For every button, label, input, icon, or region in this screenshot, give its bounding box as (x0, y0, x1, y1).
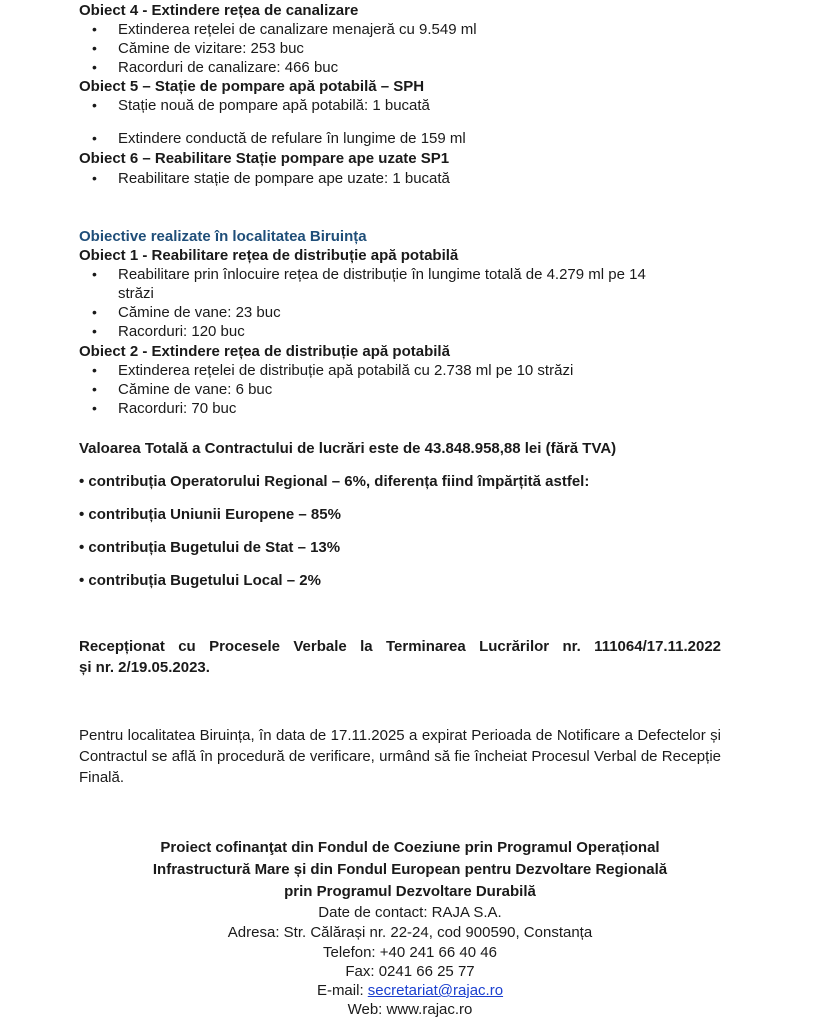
list-item-text: Extinderea rețelei de distribuție apă potabilă cu 2.738 ml pe 10 străzi (118, 362, 574, 379)
bullet-icon: • (92, 97, 97, 113)
list-item (92, 303, 281, 322)
object-1-title: Obiect 1 - Reabilitare rețea de distribuție apă potabilă (79, 247, 459, 264)
list-item (92, 58, 339, 77)
contribution-operator: • contribuția Operatorului Regional – 6%, diferența fiind împărțită astfel: (79, 473, 590, 490)
section-heading-biruinta: Obiective realizate în localitatea Biruința (79, 228, 367, 245)
notice-paragraph: Pentru localitatea Biruința, în data de 17.11.2025 a expirat Perioada de Notificare a Defectelor și Contractul se află în procedură de verificare, urmând să fie încheiat Procesul Verbal de Recepție Finală. (79, 727, 721, 786)
reception-line-1: Recepționat cu Procesele Verbale la Terminarea Lucrărilor nr. 111064/17.11.2022 (79, 638, 721, 655)
list-item (92, 322, 245, 341)
contact-web: Web: www.rajac.ro (347, 1001, 473, 1018)
object-6-title: Obiect 6 – Reabilitare Stație pompare ape uzate SP1 (79, 150, 450, 167)
list-item (92, 399, 237, 418)
contact-address: Adresa: Str. Călărași nr. 22-24, cod 900590, Constanța (227, 924, 593, 941)
bullet-icon: • (92, 381, 97, 397)
list-item-text: Cămine de vane: 23 buc (118, 304, 281, 321)
funding-line-3: prin Programul Dezvoltare Durabilă (284, 883, 536, 900)
contact-phone: Telefon: +40 241 66 40 46 (323, 944, 497, 961)
contribution-state-budget: • contribuția Bugetului de Stat – 13% (79, 539, 341, 556)
list-item (92, 20, 477, 39)
reception-line-2: și nr. 2/19.05.2023. (79, 659, 210, 676)
funding-line-2: Infrastructură Mare și din Fondul European pentru Dezvoltare Regională (152, 861, 668, 878)
funding-line-1: Proiect cofinanţat din Fondul de Coeziune prin Programul Operațional (160, 839, 660, 856)
list-item-text: Racorduri: 120 buc (118, 323, 245, 340)
list-item-text: Extindere conductă de refulare în lungime de 159 ml (118, 130, 466, 147)
footer (0, 837, 820, 1019)
list-item (92, 380, 273, 399)
bullet-icon: • (92, 59, 97, 75)
bullet-icon: • (92, 362, 97, 378)
contact-fax: Fax: 0241 66 25 77 (345, 963, 475, 980)
bullet-icon: • (92, 170, 97, 186)
list-item-continuation: străzi (118, 285, 154, 302)
bullet-icon: • (92, 304, 97, 320)
bullet-icon: • (92, 40, 97, 56)
list-item (92, 169, 450, 188)
bullet-icon: • (92, 21, 97, 37)
contact-title: Date de contact: RAJA S.A. (318, 904, 502, 921)
list-item-text: Cămine de vizitare: 253 buc (118, 40, 304, 57)
list-item (92, 265, 646, 284)
list-item-text: Stație nouă de pompare apă potabilă: 1 bucată (118, 97, 430, 114)
object-5-title: Obiect 5 – Stație de pompare apă potabilă – SPH (79, 78, 425, 95)
bullet-icon: • (92, 130, 97, 146)
contact-email-row (0, 981, 820, 1000)
bullet-icon: • (92, 323, 97, 339)
list-item (92, 129, 466, 148)
list-item-text: Cămine de vane: 6 buc (118, 381, 273, 398)
list-item-text: Extinderea rețelei de canalizare menajeră cu 9.549 ml (118, 21, 477, 38)
email-label: E-mail: (316, 982, 368, 999)
bullet-icon: • (92, 266, 97, 282)
contract-total-value: Valoarea Totală a Contractului de lucrări este de 43.848.958,88 lei (fără TVA) (79, 440, 617, 457)
object-4-title: Obiect 4 - Extindere rețea de canalizare (79, 2, 359, 19)
reception-statement (79, 636, 721, 678)
list-item (92, 39, 304, 58)
object-2-title: Obiect 2 - Extindere rețea de distribuție apă potabilă (79, 343, 450, 360)
bullet-icon: • (92, 400, 97, 416)
list-item-text: Reabilitare stație de pompare ape uzate: 1 bucată (118, 170, 450, 187)
list-item (92, 361, 574, 380)
list-item (92, 96, 430, 115)
contribution-eu: • contribuția Uniunii Europene – 85% (79, 506, 341, 523)
list-item-text: Racorduri: 70 buc (118, 400, 237, 417)
list-item-text: Racorduri de canalizare: 466 buc (118, 59, 339, 76)
list-item-text: Reabilitare prin înlocuire rețea de distribuție în lungime totală de 4.279 ml pe 14 (118, 266, 646, 283)
contribution-local-budget: • contribuția Bugetului Local – 2% (79, 572, 321, 589)
email-link[interactable]: secretariat@rajac.ro (367, 982, 504, 999)
